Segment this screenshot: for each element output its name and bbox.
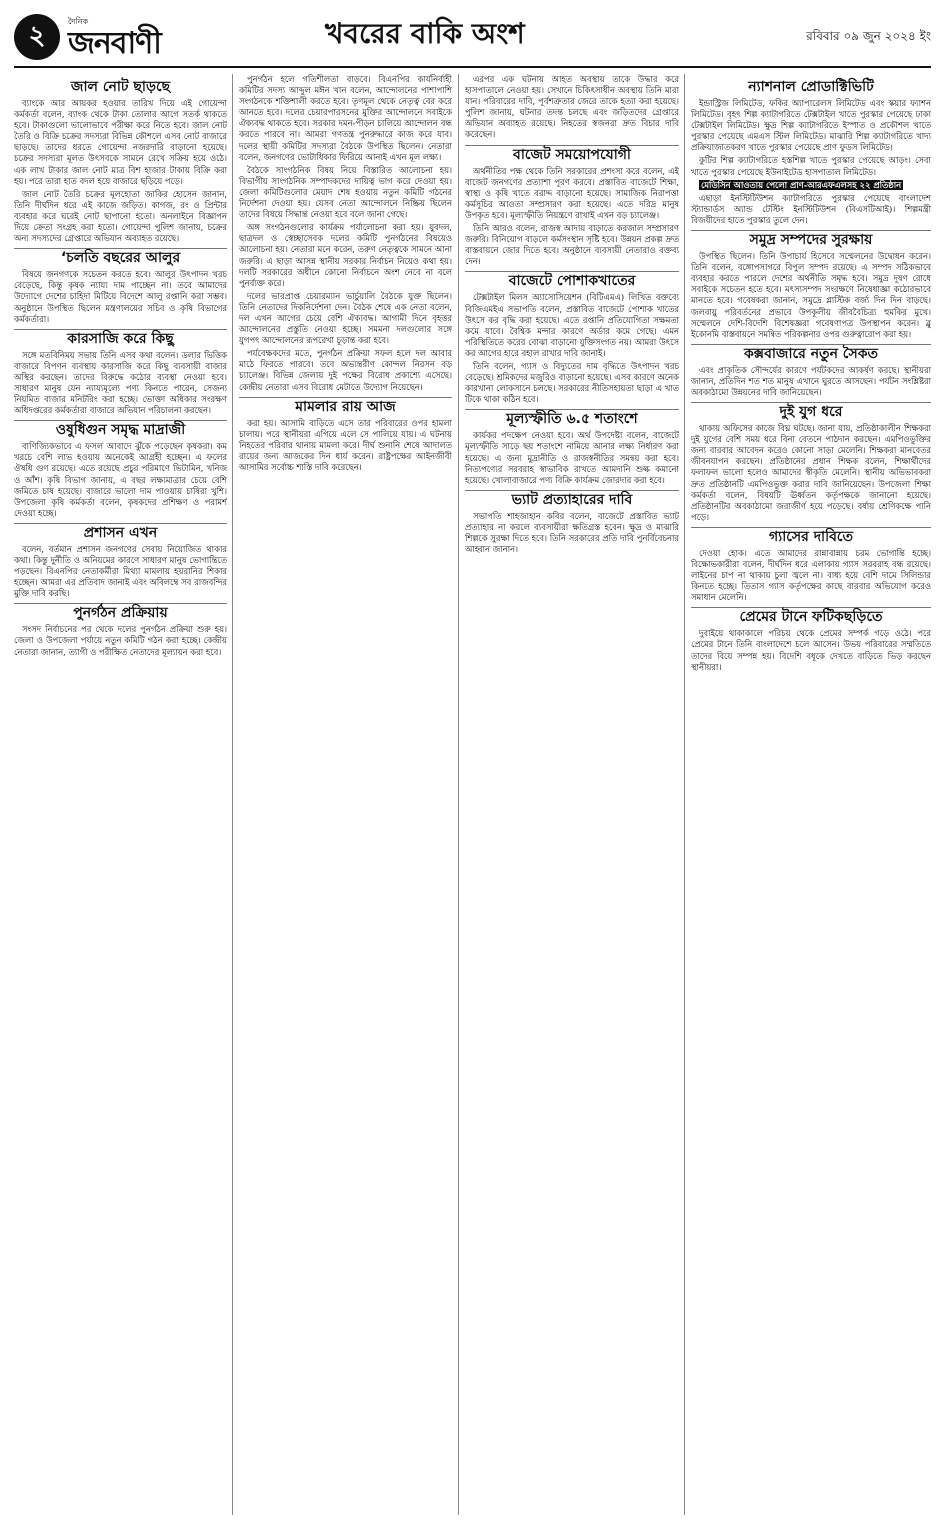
article-paragraph: থাকায় অফিসের কাজে বিঘ্ন ঘটছে। জানা যায়, প্রতিষ্ঠাকালীন শিক্ষকরা দুই যুগের বেশি সময় ধরে বিনা বেতনে পাঠদান করছেন। এমপিওভুক্তির জন্য বারবার আবেদন করেও কোনো সাড়া মেলেনি। শিক্ষকরা মানবেতর জীবনযাপন করছেন। প্রতিষ্ঠানের প্রধান শিক্ষক বলেন, শিক্ষার্থীদের ফলাফল ভালো হলেও আমাদের স্বীকৃতি মেলেনি। স্থানীয় অভিভাবকরা দ্রুত প্রতিষ্ঠানটি এমপিওভুক্ত করার দাবি জানিয়েছেন। উপজেলা শিক্ষা কর্মকর্তা বলেন, বিষয়টি ঊর্ধ্বতন কর্তৃপক্ষকে জানানো হয়েছে। প্রতিষ্ঠানটির অবকাঠামো জরাজীর্ণ হয়ে পড়েছে। বর্ষায় শ্রেণিকক্ষে পানি পড়ে। bbox=[691, 423, 931, 522]
article-paragraph: তিনি বলেন, গ্যাস ও বিদ্যুতের দাম বৃদ্ধিতে উৎপাদন খরচ বেড়েছে। শ্রমিকদের মজুরিও বাড়ানো হয়েছে। এসব কারণে অনেক কারখানা লোকসানে চলছে। সরকারের নীতিসহায়তা ছাড়া এ খাত টিকে থাকা কঠিন হবে। bbox=[465, 360, 679, 405]
headline-mamlar-ray: মামলার রায় আজ bbox=[239, 397, 452, 416]
article-paragraph: দুবাইয়ে থাকাকালে পরিচয় থেকে প্রেমের সম্পর্ক গড়ে ওঠে। পরে প্রেমের টানে তিনি বাংলাদেশে চলে আসেন। উভয় পরিবারের সম্মতিতে তাদের বিয়ে সম্পন্ন হয়। বিদেশি বধূকে দেখতে বাড়িতে ভিড় করছেন স্থানীয়রা। bbox=[691, 628, 931, 672]
headline-dui-jug: দুই যুগ ধরে bbox=[691, 402, 931, 421]
article-paragraph: ব্যাংকে আর আয়কর হওয়ার তারিখ দিয়ে এই গোয়েন্দা কর্মকর্তা বলেন, ব্যাংক থেকে টাকা তোলার আগে সতর্ক থাকতে হবে। টাকাগুলো ভালোভাবে পরীক্ষা করে নিতে হবে। জাল নোট তৈরি ও বিক্রি চক্রের সদস্যরা বিভিন্ন কৌশলে এসব নোট বাজারে ছাড়ছে। তাদের ধরতে গোয়েন্দা নজরদারি বাড়ানো হয়েছে। চক্রের সদস্যরা মূলত উৎসবকে সামনে রেখে সক্রিয় হয়ে ওঠে। এক লাখ টাকার জাল নোট মাত্র বিশ হাজার টাকায় বিক্রি করা হয়। পরে তারা হাত বদল হয়ে বাজারে ছড়িয়ে পড়ে। bbox=[14, 98, 227, 186]
article-paragraph: জাল নোট তৈরি চক্রের মূলহোতা জাকির হোসেন জানান, তিনি দীর্ঘদিন ধরে এই কাজে জড়িত। কাগজ, রং ও প্রিন্টার ব্যবহার করে ঘরেই নোট ছাপানো হতো। অনলাইনে বিজ্ঞাপন দিয়ে ক্রেতা সংগ্রহ করা হতো। গোয়েন্দা পুলিশ জানায়, চক্রের অন্য সদস্যদের গ্রেপ্তারে অভিযান অব্যাহত রয়েছে। bbox=[14, 188, 227, 244]
headline-madraji: ওষুধিগুন সমৃদ্ধ মাদ্রাজী bbox=[14, 420, 227, 439]
article-paragraph: পুনর্গঠন হলে গতিশীলতা বাড়বে। বিএনপির কার্যনির্বাহী কমিটির সদস্য আব্দুল মঈন খান বলেন, আন্দোলনের পাশাপাশি সংগঠনকে শক্তিশালী করতে হবে। তৃণমূল থেকে নেতৃত্ব বের করে আনতে হবে। দলের চেয়ারপারসনের মুক্তির আন্দোলনে সবাইকে ঐক্যবদ্ধ থাকতে হবে। সরকার দমন-পীড়ন চালিয়ে আন্দোলন বন্ধ করতে পারবে না। আমরা গণতন্ত্র পুনরুদ্ধারে কাজ করে যাব। দলের স্থায়ী কমিটির সদস্যরা বৈঠকে উপস্থিত ছিলেন। নেতারা বলেন, জনগণের ভোটাধিকার ফিরিয়ে আনাই এখন মূল লক্ষ্য। bbox=[239, 74, 452, 162]
headline-punorgathon: পুনর্গঠন প্রক্রিয়ায় bbox=[14, 603, 227, 622]
column-divider bbox=[232, 74, 233, 1515]
article-paragraph: অর্থনীতির পক্ষ থেকে তিনি সরকারের প্রশংসা করে বলেন, এই বাজেট জনগণের প্রত্যাশা পূরণ করবে। প্রস্তাবিত বাজেটে শিক্ষা, স্বাস্থ্য ও কৃষি খাতে বরাদ্দ বাড়ানো হয়েছে। সামাজিক নিরাপত্তা কর্মসূচির আওতা সম্প্রসারণ করা হয়েছে। এতে দরিদ্র মানুষ উপকৃত হবে। মূল্যস্ফীতি নিয়ন্ত্রণে রাখাই এখন বড় চ্যালেঞ্জ। bbox=[465, 165, 679, 220]
headline-gas: গ্যাসের দাবিতে bbox=[691, 527, 931, 546]
masthead-rule bbox=[14, 66, 931, 68]
headline-budget-somoyopojogi: বাজেট সময়োপযোগী bbox=[465, 145, 679, 164]
article-paragraph: বিষয়ে জনগণকে সচেতন করতে হবে। আলুর উৎপাদন খরচ বেড়েছে, কিন্তু কৃষক ন্যায্য দাম পাচ্ছেন না। তবে আমাদের উদ্যোগে দেশের চাহিদা মিটিয়ে বিদেশে আলু রপ্তানি করা সম্ভব। অনুষ্ঠানে উপস্থিত ছিলেন মন্ত্রণালয়ের সচিব ও কৃষি বিভাগের কর্মকর্তারা। bbox=[14, 269, 227, 324]
headline-alu: ‘চলতি বছরের আলুর bbox=[14, 248, 227, 267]
highlight-line bbox=[691, 180, 931, 191]
article-paragraph: উপস্থিত ছিলেন। তিনি উপাচার্য হিসেবে সম্মেলনের উদ্বোধন করেন। তিনি বলেন, বঙ্গোপসাগরে বিপুল সম্পদ রয়েছে। এ সম্পদ সঠিকভাবে ব্যবহার করতে পারলে দেশের অর্থনীতি সমৃদ্ধ হবে। সমুদ্র দূষণ রোধে সবাইকে সচেতন হতে হবে। মৎস্যসম্পদ সংরক্ষণে নিষেধাজ্ঞা কঠোরভাবে মানতে হবে। গবেষকরা জানান, সমুদ্রে প্লাস্টিক বর্জ্য দিন দিন বাড়ছে। জলবায়ু পরিবর্তনের প্রভাবে উপকূলীয় জীববৈচিত্র্য হুমকির মুখে। সম্মেলনে দেশি-বিদেশি বিশেষজ্ঞরা গবেষণাপত্র উপস্থাপন করেন। ব্লু ইকোনমি বাস্তবায়নে সমন্বিত পরিকল্পনার ওপর গুরুত্বারোপ করা হয়। bbox=[691, 251, 931, 339]
article-paragraph: অঙ্গ সংগঠনগুলোর কার্যক্রম পর্যালোচনা করা হয়। যুবদল, ছাত্রদল ও স্বেচ্ছাসেবক দলের কমিটি পুনর্গঠনের বিষয়েও আলোচনা হয়। নেতারা মনে করেন, তরুণ নেতৃত্বকে সামনে আনা জরুরি। এ ছাড়া আসন্ন স্থানীয় সরকার নির্বাচন নিয়েও কথা হয়। দলটি সরকারের অধীনে কোনো নির্বাচনে অংশ নেবে না বলে পুনর্ব্যক্ত করে। bbox=[239, 222, 452, 288]
article-paragraph: এছাড়া ইনস্টিটিউশন ক্যাটাগরিতে পুরস্কার পেয়েছে বাংলাদেশ স্ট্যান্ডার্ডস অ্যান্ড টেস্টিং ইনস্টিটিউশন (বিএসটিআই)। শিল্পমন্ত্রী বিজয়ীদের হাতে পুরস্কার তুলে দেন। bbox=[691, 192, 931, 225]
page-number: ২ bbox=[14, 14, 60, 60]
headline-jal-note: জাল নোট ছাড়ছে bbox=[70, 79, 171, 95]
article-paragraph: পর্যবেক্ষকদের মতে, পুনর্গঠন প্রক্রিয়া সফল হলে দল আবার মাঠে ফিরতে পারবে। তবে অভ্যন্তরীণ কোন্দল নিরসন বড় চ্যালেঞ্জ। বিভিন্ন জেলায় দুই পক্ষের বিরোধ প্রকাশ্যে এসেছে। কেন্দ্রীয় নেতারা এসব বিরোধ মেটাতে উদ্যোগ নিয়েছেন। bbox=[239, 348, 452, 392]
article-paragraph: করা হয়। আসামি বাড়িতে এসে তার পরিবারের ওপর হামলা চালায়। পরে স্থানীয়রা এগিয়ে এলে সে পালিয়ে যায়। এ ঘটনায় নিহতের পরিবার থানায় মামলা করে। দীর্ঘ শুনানি শেষে আদালত রায়ের জন্য আজকের দিন ধার্য করেন। রাষ্ট্রপক্ষের আইনজীবী আসামির সর্বোচ্চ শাস্তি দাবি করেছেন। bbox=[239, 417, 452, 472]
article-paragraph: কার্যকর পদক্ষেপ নেওয়া হবে। অর্থ উপদেষ্টা বলেন, বাজেটে মূল্যস্ফীতি সাড়ে ছয় শতাংশে নামিয়ে আনার লক্ষ্য নির্ধারণ করা হয়েছে। এ জন্য মুদ্রানীতি ও রাজস্বনীতির সমন্বয় করা হবে। নিত্যপণ্যের সরবরাহ স্বাভাবিক রাখতে আমদানি শুল্ক কমানো হয়েছে। খোলাবাজারে পণ্য বিক্রি কার্যক্রম জোরদার করা হবে। bbox=[465, 430, 679, 485]
column-divider bbox=[458, 74, 459, 1515]
headline-productivity: ন্যাশনাল প্রোডাক্টিভিটি bbox=[748, 79, 874, 95]
article-paragraph: বাণিজ্যিকভাবে এ ফসল আবাদে ঝুঁকে পড়েছেন কৃষকরা। কম খরচে বেশি লাভ হওয়ায় অনেকেই আগ্রহী হচ্ছেন। এ ফলের ঔষধি গুণ রয়েছে। এতে রয়েছে প্রচুর পরিমাণে ভিটামিন, খনিজ ও আঁশ। কৃষি বিভাগ জানায়, এ বছর লক্ষ্যমাত্রার চেয়ে বেশি জমিতে চাষ হয়েছে। বাজারে ভালো দাম পাওয়ায় চাষিরা খুশি। উপজেলা কৃষি কর্মকর্তা বলেন, কৃষকদের প্রশিক্ষণ ও পরামর্শ দেওয়া হচ্ছে। bbox=[14, 441, 227, 518]
article-paragraph: ইন্ডাস্ট্রিজ লিমিটেড, ফকির অ্যাপারেলস লিমিটেড এবং স্কয়ার ফ্যাশন লিমিটেড। বৃহৎ শিল্প ক্যাটাগরিতে টেক্সটাইল খাতে পুরস্কার পেয়েছে ঢাকা টেক্সটাইল লিমিটেড। ক্ষুদ্র শিল্প ক্যাটাগরিতে ইস্পাত ও প্রকৌশল খাতে পুরস্কার পেয়েছে এমএস স্টিল লিমিটেড। মাঝারি শিল্প ক্যাটাগরিতে খাদ্য প্রক্রিয়াজাতকরণ খাতে পুরস্কার পেয়েছে প্রাণ ফুডস লিমিটেড। bbox=[691, 98, 931, 153]
headline-vat: ভ্যাট প্রত্যাহারের দাবি bbox=[465, 490, 679, 509]
headline-mullosfiti: মূল্যস্ফীতি ৬.৫ শতাংশে bbox=[465, 409, 679, 428]
article-paragraph: বলেন, বর্তমান প্রশাসন জনগণের সেবায় নিয়োজিত থাকার কথা। কিন্তু দুর্নীতি ও অনিয়মের কারণে সাধারণ মানুষ ভোগান্তিতে পড়ছেন। বিএনপির নেতাকর্মীরা মিথ্যা মামলায় হয়রানির শিকার হচ্ছেন। আমরা এর প্রতিবাদ জানাই এবং অবিলম্বে সব রাজবন্দির মুক্তি দাবি করছি। bbox=[14, 543, 227, 599]
article-paragraph: টেক্সটাইল মিলস অ্যাসোসিয়েশন (বিটিএমএ) লিখিত বক্তব্যে বিজিএমইএ সভাপতি বলেন, প্রস্তাবিত বাজেটে পোশাক খাতের উৎসে কর বৃদ্ধি করা হয়েছে। এতে রপ্তানি প্রতিযোগিতা সক্ষমতা কমে যাবে। বৈশ্বিক মন্দার কারণে অর্ডার কমে গেছে। এমন পরিস্থিতিতে করের বোঝা বাড়ানো যুক্তিসংগত নয়। আমরা উৎসে কর আগের হারে বহাল রাখার দাবি জানাই। bbox=[465, 292, 679, 358]
column-4 bbox=[691, 74, 931, 1515]
article-paragraph: সংসদ নির্বাচনের পর থেকে দলের পুনর্গঠন প্রক্রিয়া শুরু হয়। জেলা ও উপজেলা পর্যায়ে নতুন কমিটি গঠন করা হচ্ছে। কেন্দ্রীয় নেতারা জানান, ত্যাগী ও পরীক্ষিত নেতাদের মূল্যায়ন করা হবে। bbox=[14, 624, 227, 657]
article-paragraph: বৈঠকে সাংগঠনিক বিষয় নিয়ে বিস্তারিত আলোচনা হয়। বিভাগীয় সাংগঠনিক সম্পাদকদের দায়িত্ব ভাগ করে দেওয়া হয়। জেলা কমিটিগুলোর মেয়াদ শেষ হওয়ায় নতুন কমিটি গঠনের নির্দেশনা দেওয়া হয়। যেসব নেতা আন্দোলনে নিষ্ক্রিয় ছিলেন তাদের বিষয়ে সিদ্ধান্ত নেওয়া হবে বলে জানা গেছে। bbox=[239, 164, 452, 220]
headline-poshak-khat: বাজেটে পোশাকখাতের bbox=[465, 271, 679, 290]
brand-tagline: দৈনিক bbox=[68, 16, 89, 26]
section-title: খবরের বাকি অংশ bbox=[325, 17, 525, 50]
headline-proshason: প্রশাসন এখন bbox=[14, 523, 227, 542]
article-paragraph: সঙ্গে মতবিনিময় সভায় তিনি এসব কথা বলেন। ডলার ভিত্তিক বাজারে বিপণন ব্যবস্থায় কারসাজি করে কিছু ব্যবসায়ী বাজার অস্থির করছেন। তাদের বিরুদ্ধে কঠোর ব্যবস্থা নেওয়া হবে। সাধারণ মানুষ যেন ন্যায্যমূল্যে পণ্য কিনতে পারেন, সেজন্য নিয়মিত বাজার মনিটরিং করা হচ্ছে। ভোক্তা অধিকার সংরক্ষণ অধিদপ্তরের কর্মকর্তারা বাজারে অভিযান পরিচালনা করছেন। bbox=[14, 349, 227, 416]
highlight-text: মেডিসিন আওতায় পেলো প্রাণ-আরএফএলসহ ২২ প্রতিষ্ঠান bbox=[701, 179, 902, 190]
article-paragraph: কুটির শিল্প ক্যাটাগরিতে হস্তশিল্প খাতে পুরস্কার পেয়েছে আড়ং। সেবা খাতে পুরস্কার পেয়েছে ইউনাইটেড হাসপাতাল লিমিটেড। bbox=[691, 155, 931, 177]
column-2 bbox=[239, 74, 452, 1515]
column-divider bbox=[684, 74, 685, 1515]
article-paragraph: দেওয়া হোক। এতে আমাদের রান্নাবান্নায় চরম ভোগান্তি হচ্ছে। বিক্ষোভকারীরা বলেন, দীর্ঘদিন ধরে এলাকায় গ্যাস সরবরাহ বন্ধ রয়েছে। লাইনের চাপ না থাকায় চুলা জ্বলে না। বাধ্য হয়ে বেশি দামে সিলিন্ডার কিনতে হচ্ছে। তিতাস গ্যাস কর্তৃপক্ষের কাছে বারবার অভিযোগ করেও সমাধান মেলেনি। bbox=[691, 547, 931, 603]
headline-coxsbazar: কক্সবাজারে নতুন সৈকত bbox=[691, 344, 931, 363]
headline-premer-tane: প্রেমের টানে ফটিকছড়িতে bbox=[691, 607, 931, 626]
article-paragraph: তিনি আরও বলেন, রাজস্ব আদায় বাড়াতে করজাল সম্প্রসারণ জরুরি। বিনিয়োগ বাড়লে কর্মসংস্থান সৃষ্টি হবে। উন্নয়ন প্রকল্প দ্রুত বাস্তবায়নে জোর দিতে হবে। অনুষ্ঠানে ব্যবসায়ী নেতারাও বক্তব্য দেন। bbox=[465, 223, 679, 267]
article-paragraph: দলের ভারপ্রাপ্ত চেয়ারম্যান ভার্চুয়ালি বৈঠকে যুক্ত ছিলেন। তিনি নেতাদের দিকনির্দেশনা দেন। বৈঠক শেষে এক নেতা বলেন, দল এখন আগের চেয়ে বেশি ঐক্যবদ্ধ। আগামী দিনে বৃহত্তর আন্দোলনের প্রস্তুতি নেওয়া হচ্ছে। সমমনা দলগুলোর সঙ্গে যুগপৎ আন্দোলনের রূপরেখা চূড়ান্ত করা হবে। bbox=[239, 290, 452, 346]
column-3 bbox=[465, 74, 679, 1515]
dateline: রবিবার ০৯ জুন ২০২৪ ইং bbox=[806, 29, 931, 43]
brand-logo bbox=[68, 16, 161, 59]
article-paragraph: এবং প্রাকৃতিক সৌন্দর্যের কারণে পর্যটকদের আকর্ষণ করছে। স্থানীয়রা জানান, প্রতিদিন শত শত মানুষ এখানে ঘুরতে আসছেন। পর্যটন সংশ্লিষ্টরা অবকাঠামো উন্নয়নের দাবি জানিয়েছেন। bbox=[691, 364, 931, 397]
article-paragraph: সভাপতি শাহজাহান কবির বলেন, বাজেটে প্রস্তাবিত ভ্যাট প্রত্যাহার না করলে ব্যবসায়ীরা ক্ষতিগ্রস্ত হবেন। ক্ষুদ্র ও মাঝারি শিল্পকে সুরক্ষা দিতে হবে। তিনি সরকারের প্রতি দাবি পুনর্বিবেচনার আহ্বান জানান। bbox=[465, 510, 679, 555]
article-paragraph: এরপর এক ঘটনায় আহত অবস্থায় তাকে উদ্ধার করে হাসপাতালে নেওয়া হয়। সেখানে চিকিৎসাধীন অবস্থায় তিনি মারা যান। পরিবারের দাবি, পূর্বশত্রুতার জেরে তাকে হত্যা করা হয়েছে। পুলিশ জানায়, ঘটনার তদন্ত চলছে এবং জড়িতদের গ্রেপ্তারে অভিযান অব্যাহত রয়েছে। নিহতের স্বজনরা দ্রুত বিচার দাবি করেছেন। bbox=[465, 74, 679, 140]
headline-karsaji: কারসাজি করে কিছু bbox=[14, 329, 227, 348]
brand-name: জনবাণী bbox=[68, 25, 161, 61]
headline-somudro: সমুদ্র সম্পদের সুরক্ষায় bbox=[691, 230, 931, 249]
column-1 bbox=[14, 74, 227, 1515]
